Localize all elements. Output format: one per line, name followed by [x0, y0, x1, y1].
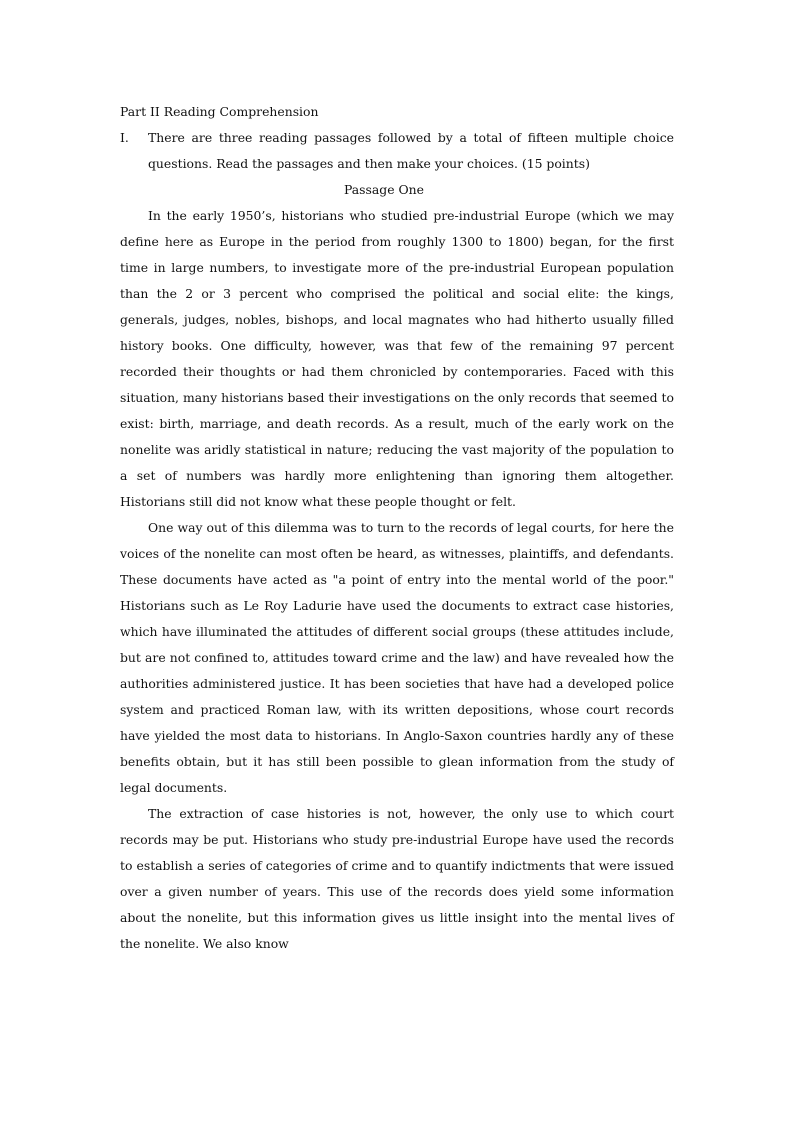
passage-title: Passage One	[344, 182, 424, 197]
document-page	[120, 99, 674, 957]
part-title: Part II Reading Comprehension	[120, 104, 319, 119]
passage-paragraph-3: The extraction of case histories is not, however, the only use to which court records may be put. Historians who study pre-industrial Europe have used the records to establish a series of categories of crime and to quantify indictments that were issued over a given number of years. This use of the records does yield some information about the nonelite, but this information gives us little insight into the mental lives of the nonelite. We also know	[120, 806, 674, 951]
instruction-text: There are three reading passages followed by a total of fifteen multiple choice questions. Read the passages and then make your choices. (15 points)	[148, 130, 674, 171]
instruction-item	[120, 125, 674, 177]
passage-paragraph-1: In the early 1950’s, historians who studied pre-industrial Europe (which we may define here as Europe in the period from roughly 1300 to 1800) began, for the first time in large numbers, to investigate more of the pre-industrial European population than the 2 or 3 percent who comprised the political and social elite: the kings, generals, judges, nobles, bishops, and local magnates who had hitherto usually filled history books. One difficulty, however, was that few of the remaining 97 percent recorded their thoughts or had them chronicled by contemporaries. Faced with this situation, many historians based their investigations on the only records that seemed to exist: birth, marriage, and death records. As a result, much of the early work on the nonelite was aridly statistical in nature; reducing the vast majority of the population to a set of numbers was hardly more enlightening than ignoring them altogether. Historians still did not know what these people thought or felt.	[120, 208, 674, 509]
passage-paragraph-2: One way out of this dilemma was to turn to the records of legal courts, for here the voices of the nonelite can most often be heard, as witnesses, plaintiffs, and defendants. These documents have acted as "a point of entry into the mental world of the poor." Historians such as Le Roy Ladurie have used the documents to extract case histories, which have illuminated the attitudes of different social groups (these attitudes include, but are not confined to, attitudes toward crime and the law) and have revealed how the authorities administered justice. It has been societies that have had a developed police system and practiced Roman law, with its written depositions, whose court records have yielded the most data to historians. In Anglo-Saxon countries hardly any of these benefits obtain, but it has still been possible to glean information from the study of legal documents.	[120, 520, 674, 795]
instruction-number: I.	[120, 130, 129, 145]
